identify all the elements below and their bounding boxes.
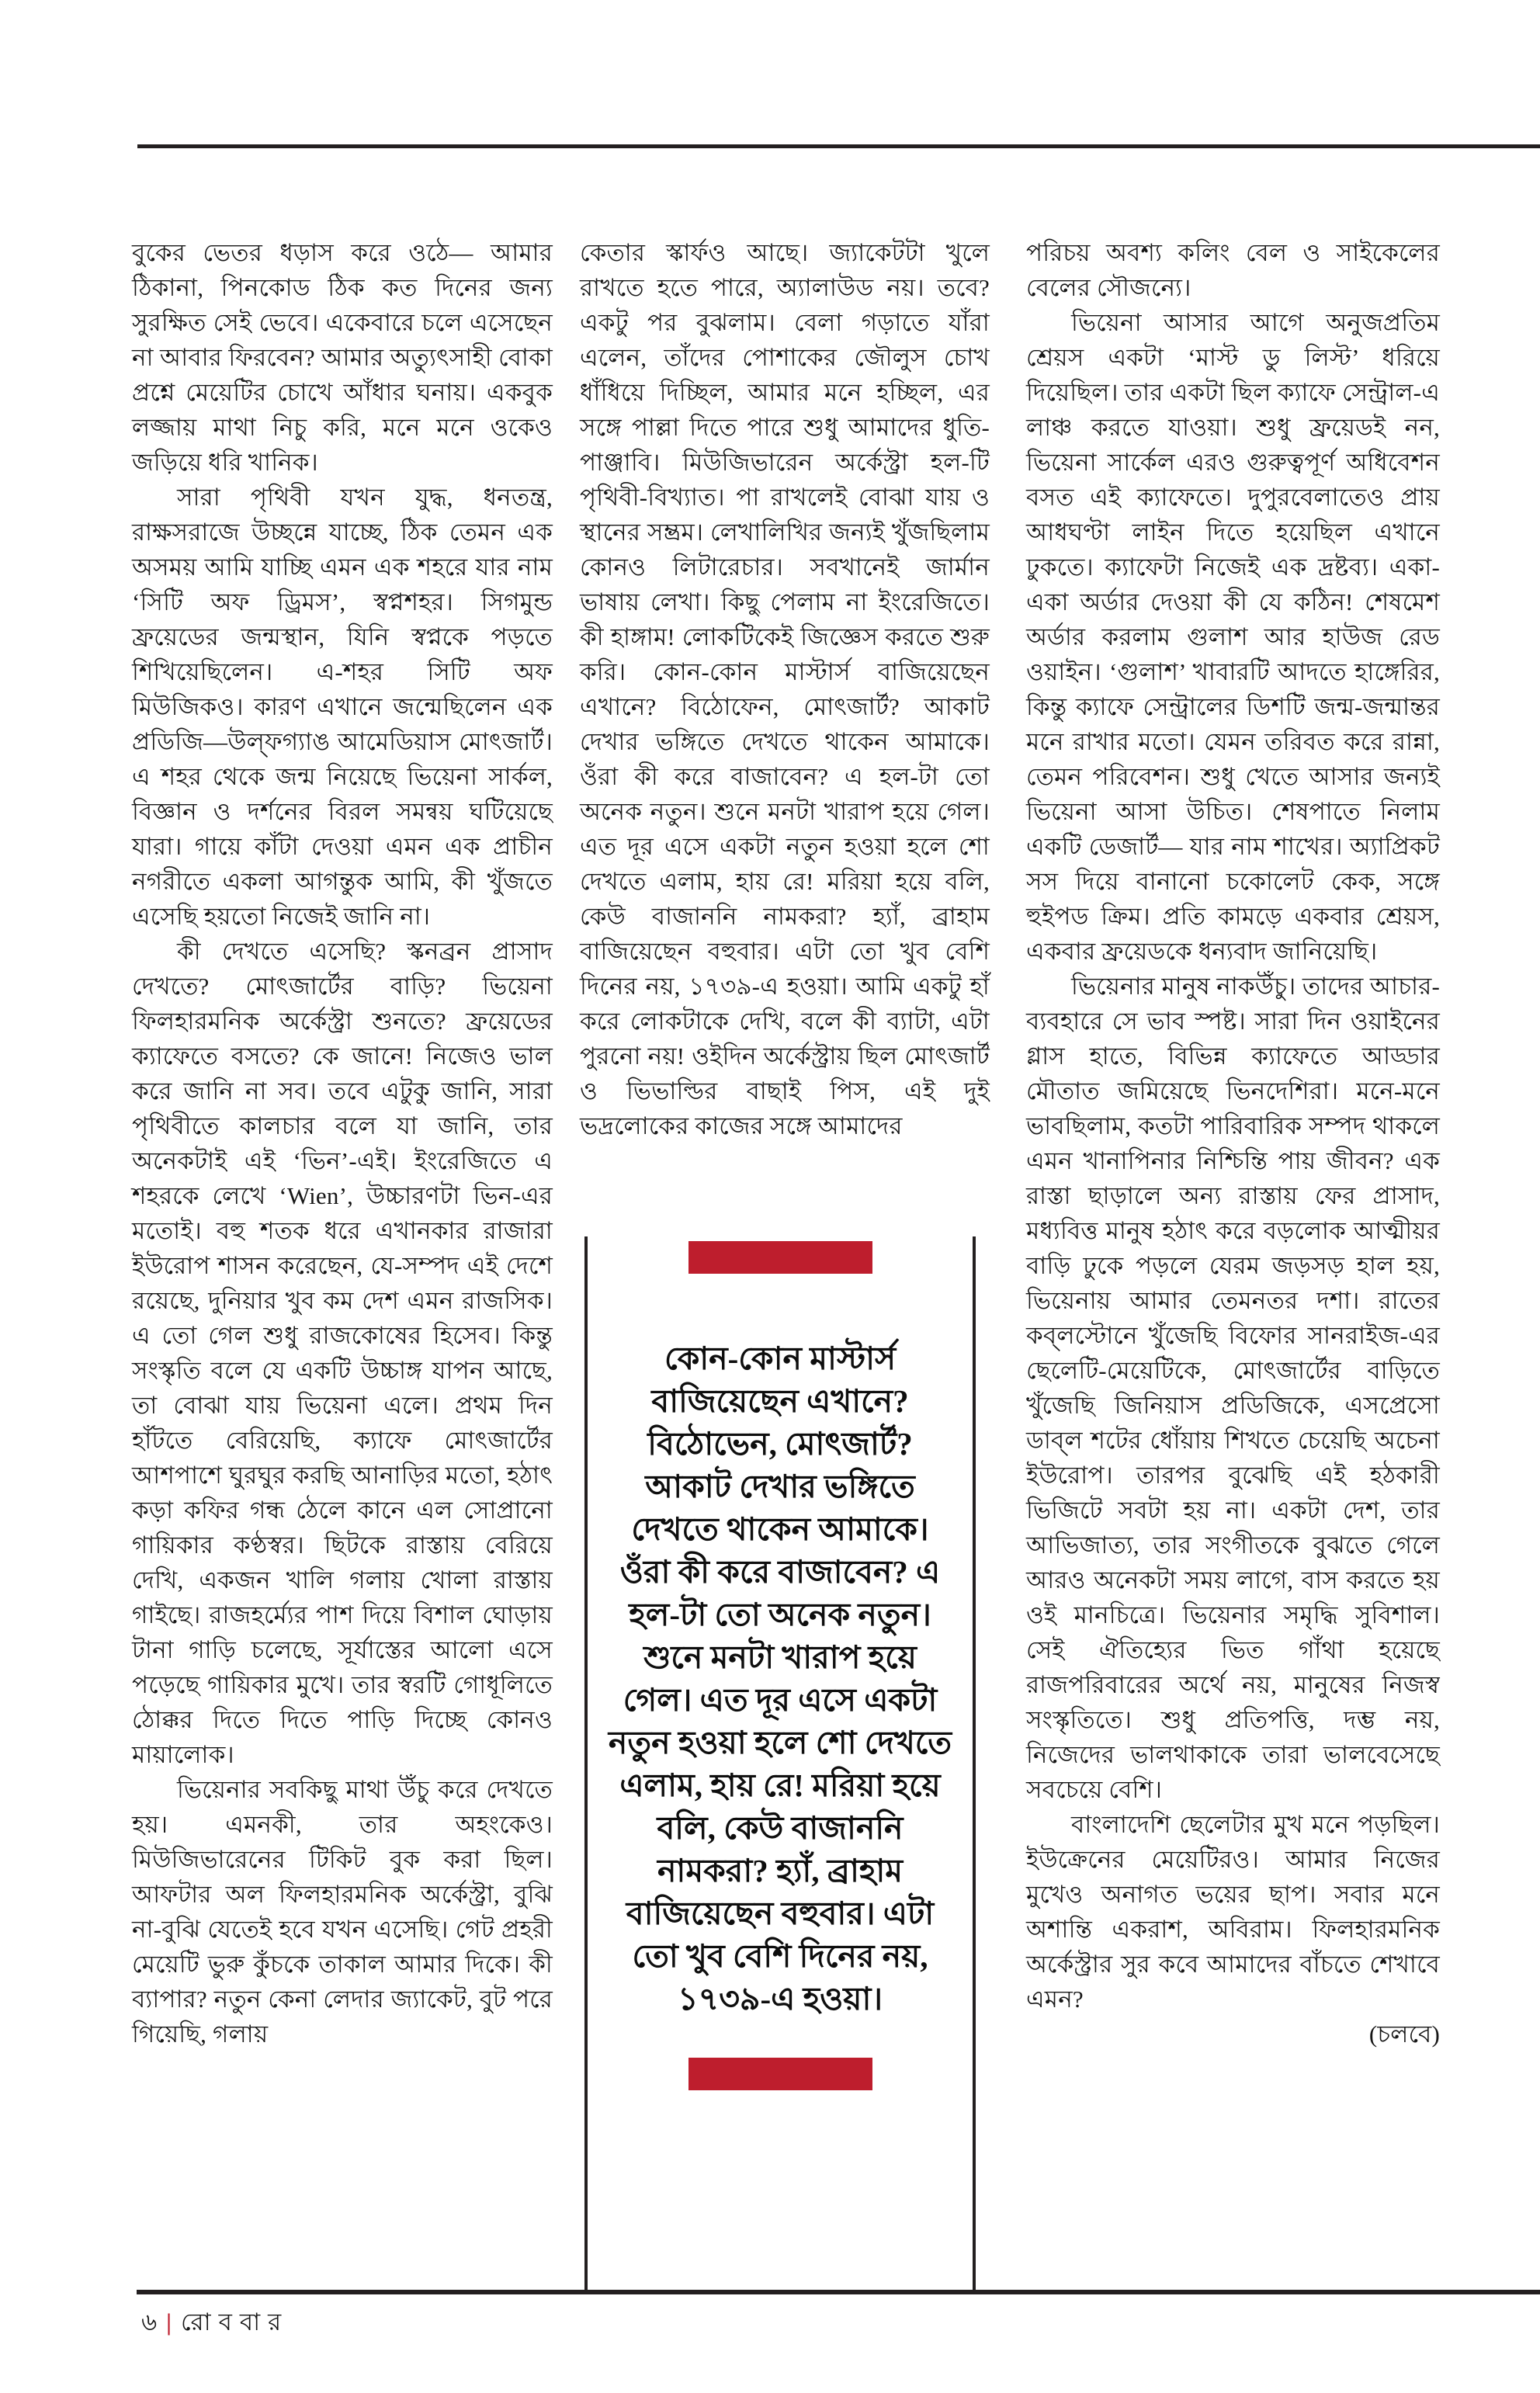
pull-quote-bottom-bar bbox=[688, 2058, 872, 2090]
pull-quote-text: কোন-কোন মাস্টার্স বাজিয়েছেন এখানে? বিঠোভেন, মোৎজার্ট? আকাট দেখার ভঙ্গিতে দেখতে থাকেন আমাকে। ওঁরা কী করে বাজাবেন? এ হল-টা তো অনেক নতুন। শুনে মনটা খারাপ হয়ে গেল। এত দূর এসে একটা নতুন হওয়া হলে শো দেখতে এলাম, হায় রে! মরিয়া হয়ে বলি, কেউ বাজাননি নামকরা? হ্যাঁ, ব্রাহাম বাজিয়েছেন বহুবার। এটা তো খুব বেশি দিনের নয়, ১৭৩৯-এ হওয়া। bbox=[608, 1340, 952, 2017]
paragraph: ভিয়েনার মানুষ নাকউঁচু। তাদের আচার-ব্যবহারে সে ভাব স্পষ্ট। সারা দিন ওয়াইনের গ্লাস হাতে, বিভিন্ন ক্যাফেতে আড্ডার মৌতাত জমিয়েছে ভিনদেশিরা। মনে-মনে ভাবছিলাম, কতটা পারিবারিক সম্পদ থাকলে এমন খানাপিনার নিশ্চিন্তি পায় জীবন? এক রাস্তা ছাড়ালে অন্য রাস্তায় ফের প্রাসাদ, মধ্যবিত্ত মানুষ হঠাৎ করে বড়লোক আত্মীয়র বাড়ি ঢুকে পড়লে যেরম জড়সড় হাল হয়, ভিয়েনায় আমার তেমনতর দশা। রাতের কব্‌লস্টোনে খুঁজেছি বিফোর সানরাইজ-এর ছেলেটি-মেয়েটিকে, মোৎজার্টের বাড়িতে খুঁজেছি জিনিয়াস প্রডিজিকে, এসপ্রেসো ডাব্‌ল শটের ধোঁয়ায় শিখতে চেয়েছি অচেনা ইউরোপ। তারপর বুঝেছি এই হঠকারী ভিজিটে সবটা হয় না। একটা দেশ, তার আভিজাত্য, তার সংগীতকে বুঝতে গেলে আরও অনেকটা সময় লাগে, বাস করতে হয় ওই মানচিত্রে। ভিয়েনার সমৃদ্ধি সুবিশাল। সেই ঐতিহ্যের ভিত গাঁথা হয়েছে রাজপরিবারের অর্থে নয়, মানুষের নিজস্ব সংস্কৃতিতে। শুধু প্রতিপত্তি, দম্ভ নয়, নিজেদের ভালথাকাকে তারা ভালবেসেছে সবচেয়ে বেশি। bbox=[1026, 973, 1440, 1803]
paragraph: কেতার স্কার্ফও আছে। জ্যাকেটটা খুলে রাখতে হতে পারে, অ্যালাউড নয়। তবে? একটু পর বুঝলাম। বেলা গড়াতে যাঁরা এলেন, তাঁদের পোশাকের জৌলুস চোখ ধাঁধিয়ে দিচ্ছিল, আমার মনে হচ্ছিল, এর সঙ্গে পাল্লা দিতে পারে শুধু আমাদের ধুতি-পাঞ্জাবি। মিউজিভারেন অর্কেস্ট্রা হল-টি পৃথিবী-বিখ্যাত। পা রাখলেই বোঝা যায় ও স্থানের সম্ভ্রম। লেখালিখির জন্যই খুঁজছিলাম কোনও লিটারেচার। সবখানেই জার্মান ভাষায় লেখা। কিছু পেলাম না ইংরেজিতে। কী হাঙ্গাম! লোকটিকেই জিজ্ঞেস করতে শুরু করি। কোন-কোন মাস্টার্স বাজিয়েছেন এখানে? বিঠোফেন, মোৎজার্ট? আকাট দেখার ভঙ্গিতে দেখতে থাকেন আমাকে। ওঁরা কী করে বাজাবেন? এ হল-টা তো অনেক নতুন। শুনে মনটা খারাপ হয়ে গেল। এত দূর এসে একটা নতুন হওয়া হলে শো দেখতে এলাম, হায় রে! মরিয়া হয়ে বলি, কেউ বাজাননি নামকরা? হ্যাঁ, ব্রাহাম বাজিয়েছেন বহুবার। এটা তো খুব বেশি দিনের নয়, ১৭৩৯-এ হওয়া। আমি একটু হাঁ করে লোকটাকে দেখি, বলে কী ব্যাটা, এটা পুরনো নয়! ওইদিন অর্কেস্ট্রায় ছিল মোৎজার্ট ও ভিভাল্ডির বাছাই পিস, এই দুই ভদ্রলোকের কাজের সঙ্গে আমাদের bbox=[580, 239, 990, 1139]
paragraph: বুকের ভেতর ধড়াস করে ওঠে— আমার ঠিকানা, পিনকোড ঠিক কত দিনের জন্য সুরক্ষিত সেই ভেবে। একেবারে চলে এসেছেন না আবার ফিরবেন? আমার অত্যুৎসাহী বোকা প্রশ্নে মেয়েটির চোখে আঁধার ঘনায়। একবুক লজ্জায় মাথা নিচু করি, মনে মনে ওকেও জড়িয়ে ধরি খানিক। bbox=[132, 239, 553, 476]
paragraph: ভিয়েনা আসার আগে অনুজপ্রতিম শ্রেয়স একটা ‘মাস্ট ডু লিস্ট’ ধরিয়ে দিয়েছিল। তার একটা ছিল ক্যাফে সেন্ট্রাল-এ লাঞ্চ করতে যাওয়া। শুধু ফ্রয়েডই নন, ভিয়েনা সার্কেল এরও গুরুত্বপূর্ণ অধিবেশন বসত এই ক্যাফেতে। দুপুরবেলাতেও প্রায় আধঘণ্টা লাইন দিতে হয়েছিল এখানে ঢুকতে। ক্যাফেটা নিজেই এক দ্রষ্টব্য। একা-একা অর্ডার দেওয়া কী যে কঠিন! শেষমেশ অর্ডার করলাম গুলাশ আর হাউজ রেড ওয়াইন। ‘গুলাশ’ খাবারটি আদতে হাঙ্গেরির, কিন্তু ক্যাফে সেন্ট্রালের ডিশটি জন্ম-জন্মান্তর মনে রাখার মতো। যেমন তরিবত করে রান্না, তেমন পরিবেশন। শুধু খেতে আসার জন্যই ভিয়েনা আসা উচিত। শেষপাতে নিলাম একটি ডেজার্ট— যার নাম শাখের। অ্যাপ্রিকট সস দিয়ে বানানো চকোলেট কেক, সঙ্গে হুইপড ক্রিম। প্রতি কামড়ে একবার শ্রেয়স, একবার ফ্রয়েডকে ধন্যবাদ জানিয়েছি। bbox=[1026, 309, 1440, 965]
pull-quote-box bbox=[584, 1236, 976, 2290]
paragraph: বাংলাদেশি ছেলেটার মুখ মনে পড়ছিল। ইউক্রেনের মেয়েটিরও। আমার নিজের মুখেও অনাগত ভয়ের ছাপ। সবার মনে অশান্তি একরাশ, অবিরাম। ফিলহারমনিক অর্কেস্ট্রার সুর কবে আমাদের বাঁচতে শেখাবে এমন? bbox=[1026, 1811, 1440, 2013]
publication-name: রোববার bbox=[180, 2308, 290, 2336]
text-column-2 bbox=[580, 235, 990, 1143]
paragraph: কী দেখতে এসেছি? স্কনব্রন প্রাসাদ দেখতে? মোৎজার্টের বাড়ি? ভিয়েনা ফিলহারমনিক অর্কেস্ট্রা শুনতে? ফ্রয়েডের ক্যাফেতে বসতে? কে জানে! নিজেও ভাল করে জানি না সব। তবে এটুকু জানি, সারা পৃথিবীতে কালচার বলে যা জানি, তার অনেকটাই এই ‘ভিন’-এই। ইংরেজিতে এ শহরকে লেখে ‘Wien’, উচ্চারণটা ভিন-এর মতোই। বহু শতক ধরে এখানকার রাজারা ইউরোপ শাসন করেছেন, যে-সম্পদ এই দেশে রয়েছে, দুনিয়ার খুব কম দেশ এমন রাজসিক। এ তো গেল শুধু রাজকোষের হিসেব। কিন্তু সংস্কৃতি বলে যে একটি উচ্চাঙ্গ যাপন আছে, তা বোঝা যায় ভিয়েনা এলে। প্রথম দিন হাঁটতে বেরিয়েছি, ক্যাফে মোৎজার্টের আশপাশে ঘুরঘুর করছি আনাড়ির মতো, হঠাৎ কড়া কফির গন্ধ ঠেলে কানে এল সোপ্রানো গায়িকার কণ্ঠস্বর। ছিটকে রাস্তায় বেরিয়ে দেখি, একজন খালি গলায় খোলা রাস্তায় গাইছে। রাজহর্ম্যের পাশ দিয়ে বিশাল ঘোড়ায় টানা গাড়ি চলেছে, সূর্যাস্তের আলো এসে পড়েছে গায়িকার মুখে। তার স্বরটি গোধূলিতে ঠোক্কর দিতে দিতে পাড়ি দিচ্ছে কোনও মায়ালোক। bbox=[132, 938, 553, 1768]
text-column-3 bbox=[1026, 235, 1440, 2051]
footer-separator: | bbox=[166, 2308, 172, 2336]
text-column-1 bbox=[132, 235, 553, 2051]
paragraph: সারা পৃথিবী যখন যুদ্ধ, ধনতন্ত্র, রাক্ষসরাজে উচ্ছন্নে যাচ্ছে, ঠিক তেমন এক অসময় আমি যাচ্ছি এমন এক শহরে যার নাম ‘সিটি অফ ড্রিমস’, স্বপ্নশহর। সিগমুন্ড ফ্রয়েডের জন্মস্থান, যিনি স্বপ্নকে পড়তে শিখিয়েছিলেন। এ-শহর সিটি অফ মিউজিকও। কারণ এখানে জন্মেছিলেন এক প্রডিজি—উল্‌ফগ্যাঙ আমেডিয়াস মোৎজার্ট। এ শহর থেকে জন্ম নিয়েছে ভিয়েনা সার্কল, বিজ্ঞান ও দর্শনের বিরল সমন্বয় ঘটিয়েছে যারা। গায়ে কাঁটা দেওয়া এমন এক প্রাচীন নগরীতে একলা আগন্তুক আমি, কী খুঁজতে এসেছি হয়তো নিজেই জানি না। bbox=[132, 484, 553, 930]
continuation-note: (চলবে) bbox=[1368, 2020, 1440, 2048]
pull-quote-top-bar bbox=[688, 1241, 872, 1274]
footer bbox=[141, 2307, 289, 2338]
paragraph: পরিচয় অবশ্য কলিং বেল ও সাইকেলের বেলের সৌজন্যে। bbox=[1026, 239, 1440, 301]
footer-rule bbox=[137, 2290, 1540, 2294]
page-number: ৬ bbox=[141, 2308, 158, 2336]
paragraph: ভিয়েনার সবকিছু মাথা উঁচু করে দেখতে হয়। এমনকী, তার অহংকেও। মিউজিভারেনের টিকিট বুক করা ছিল। আফটার অল ফিলহারমনিক অর্কেস্ট্রা, বুঝি না-বুঝি যেতেই হবে যখন এসেছি। গেট প্রহরী মেয়েটি ভুরু কুঁচকে তাকাল আমার দিকে। কী ব্যাপার? নতুন কেনা লেদার জ্যাকেট, বুট পরে গিয়েছি, গলায় bbox=[132, 1776, 553, 2048]
top-rule bbox=[137, 144, 1540, 148]
